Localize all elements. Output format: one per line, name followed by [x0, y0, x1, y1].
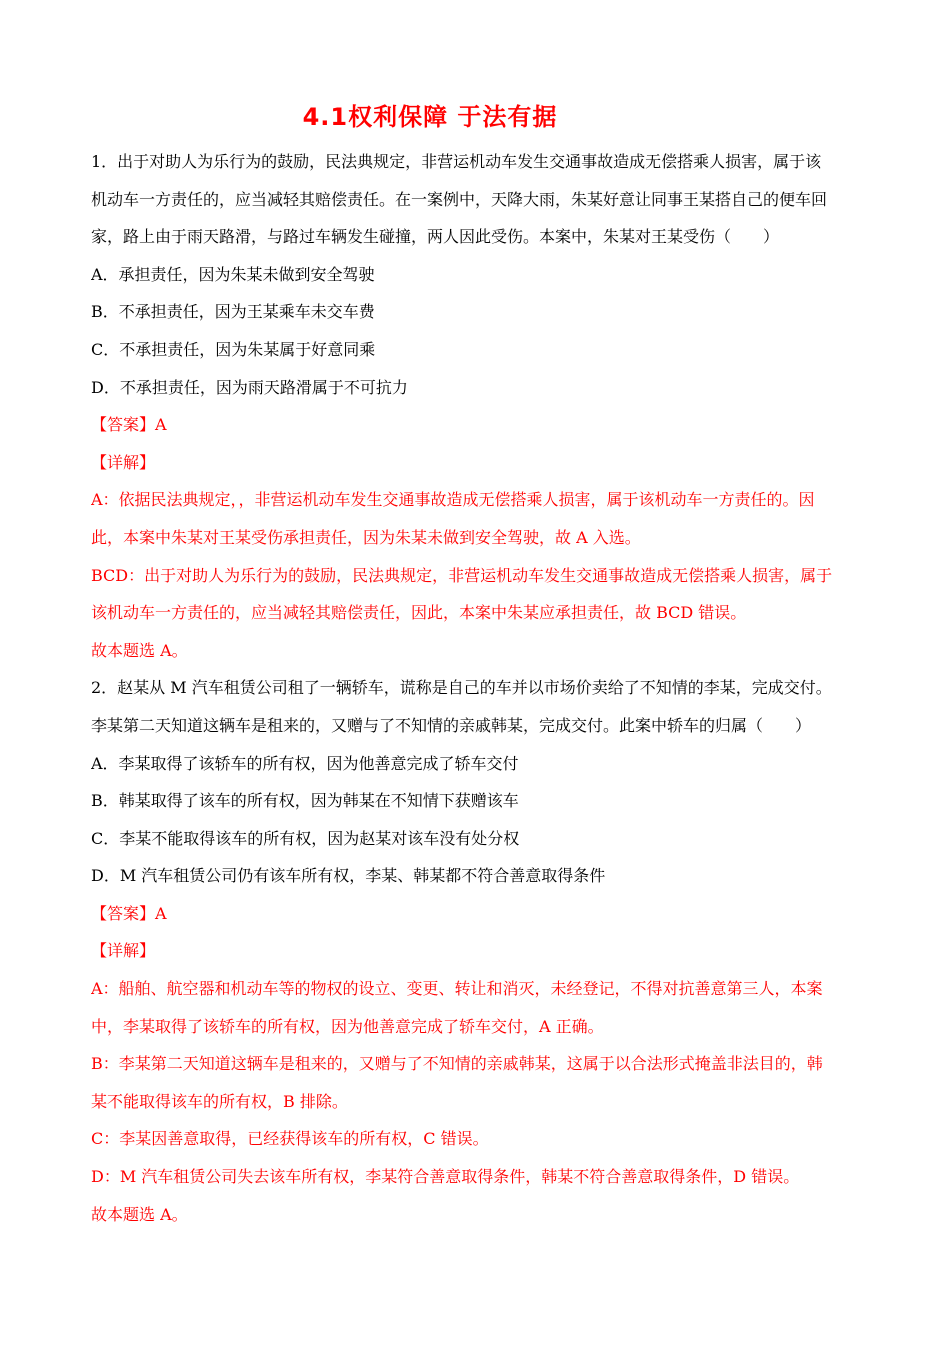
explanation-line: 中，李某取得了该轿车的所有权，因为他善意完成了轿车交付，A 正确。	[91, 1016, 604, 1036]
explanation-line: 此，本案中朱某对王某受伤承担责任，因为朱某未做到安全驾驶，故 A 入选。	[91, 527, 641, 547]
answer-label: 【答案】A	[91, 903, 167, 923]
explanation-line: 故本题选 A。	[91, 640, 188, 660]
option-c: C．不承担责任，因为朱某属于好意同乘	[91, 339, 376, 359]
option-b: B．不承担责任，因为王某乘车未交车费	[91, 302, 375, 322]
explanation-line: A：依据民法典规定，，非营运机动车发生交通事故造成无偿搭乘人损害，属于该机动车一方责任的。因	[91, 490, 815, 510]
explanation-line: A：船舶、航空器和机动车等的物权的设立、变更、转让和消灭，未经登记，不得对抗善意第三人，本案	[91, 979, 823, 999]
explanation-line: BCD：出于对助人为乐行为的鼓励，民法典规定，非营运机动车发生交通事故造成无偿搭乘人损害，属于	[91, 565, 833, 585]
option-c: C．李某不能取得该车的所有权，因为赵某对该车没有处分权	[91, 828, 520, 848]
answer-label: 【答案】A	[91, 415, 167, 435]
question-stem-line: 李某第二天知道这辆车是租来的，又赠与了不知情的亲戚韩某，完成交付。此案中轿车的归属（ ）	[91, 715, 812, 735]
document-body	[91, 143, 881, 1233]
question-stem-line: 1．出于对助人为乐行为的鼓励，民法典规定，非营运机动车发生交通事故造成无偿搭乘人损害，属于该	[91, 152, 822, 171]
page-title: 4.1权利保障 于法有据	[302, 103, 558, 131]
question-stem-line: 2．赵某从 M 汽车租赁公司租了一辆轿车，谎称是自己的车并以市场价卖给了不知情的李某，完成交付。	[91, 678, 832, 698]
option-d: D．M 汽车租赁公司仍有该车所有权，李某、韩某都不符合善意取得条件	[91, 866, 606, 886]
question-stem-line: 机动车一方责任的，应当减轻其赔偿责任。在一案例中，天降大雨，朱某好意让同事王某搭自己的便车回	[91, 189, 828, 209]
question-2	[91, 669, 881, 1233]
option-b: B．韩某取得了该车的所有权，因为韩某在不知情下获赠该车	[91, 791, 519, 811]
option-d: D．不承担责任，因为雨天路滑属于不可抗力	[91, 377, 408, 397]
explanation-line: B：李某第二天知道这辆车是租来的，又赠与了不知情的亲戚韩某，这属于以合法形式掩盖非法目的，韩	[91, 1054, 823, 1074]
explanation-line: 故本题选 A。	[91, 1204, 188, 1224]
question-stem-line: 家，路上由于雨天路滑，与路过车辆发生碰撞，两人因此受伤。本案中，朱某对王某受伤（ ）	[91, 227, 780, 247]
explanation-line: 某不能取得该车的所有权，B 排除。	[91, 1091, 348, 1111]
detail-label: 【详解】	[91, 452, 156, 472]
question-1	[91, 143, 881, 669]
option-a: A．承担责任，因为朱某未做到安全驾驶	[91, 264, 375, 284]
explanation-line: 该机动车一方责任的，应当减轻其赔偿责任，因此，本案中朱某应承担责任，故 BCD 错误。	[91, 603, 747, 623]
option-a: A．李某取得了该轿车的所有权，因为他善意完成了轿车交付	[91, 753, 519, 773]
detail-label: 【详解】	[91, 941, 156, 961]
explanation-line: C：李某因善意取得，已经获得该车的所有权，C 错误。	[91, 1129, 489, 1149]
explanation-line: D：M 汽车租赁公司失去该车所有权，李某符合善意取得条件，韩某不符合善意取得条件，D 错误。	[91, 1167, 800, 1187]
